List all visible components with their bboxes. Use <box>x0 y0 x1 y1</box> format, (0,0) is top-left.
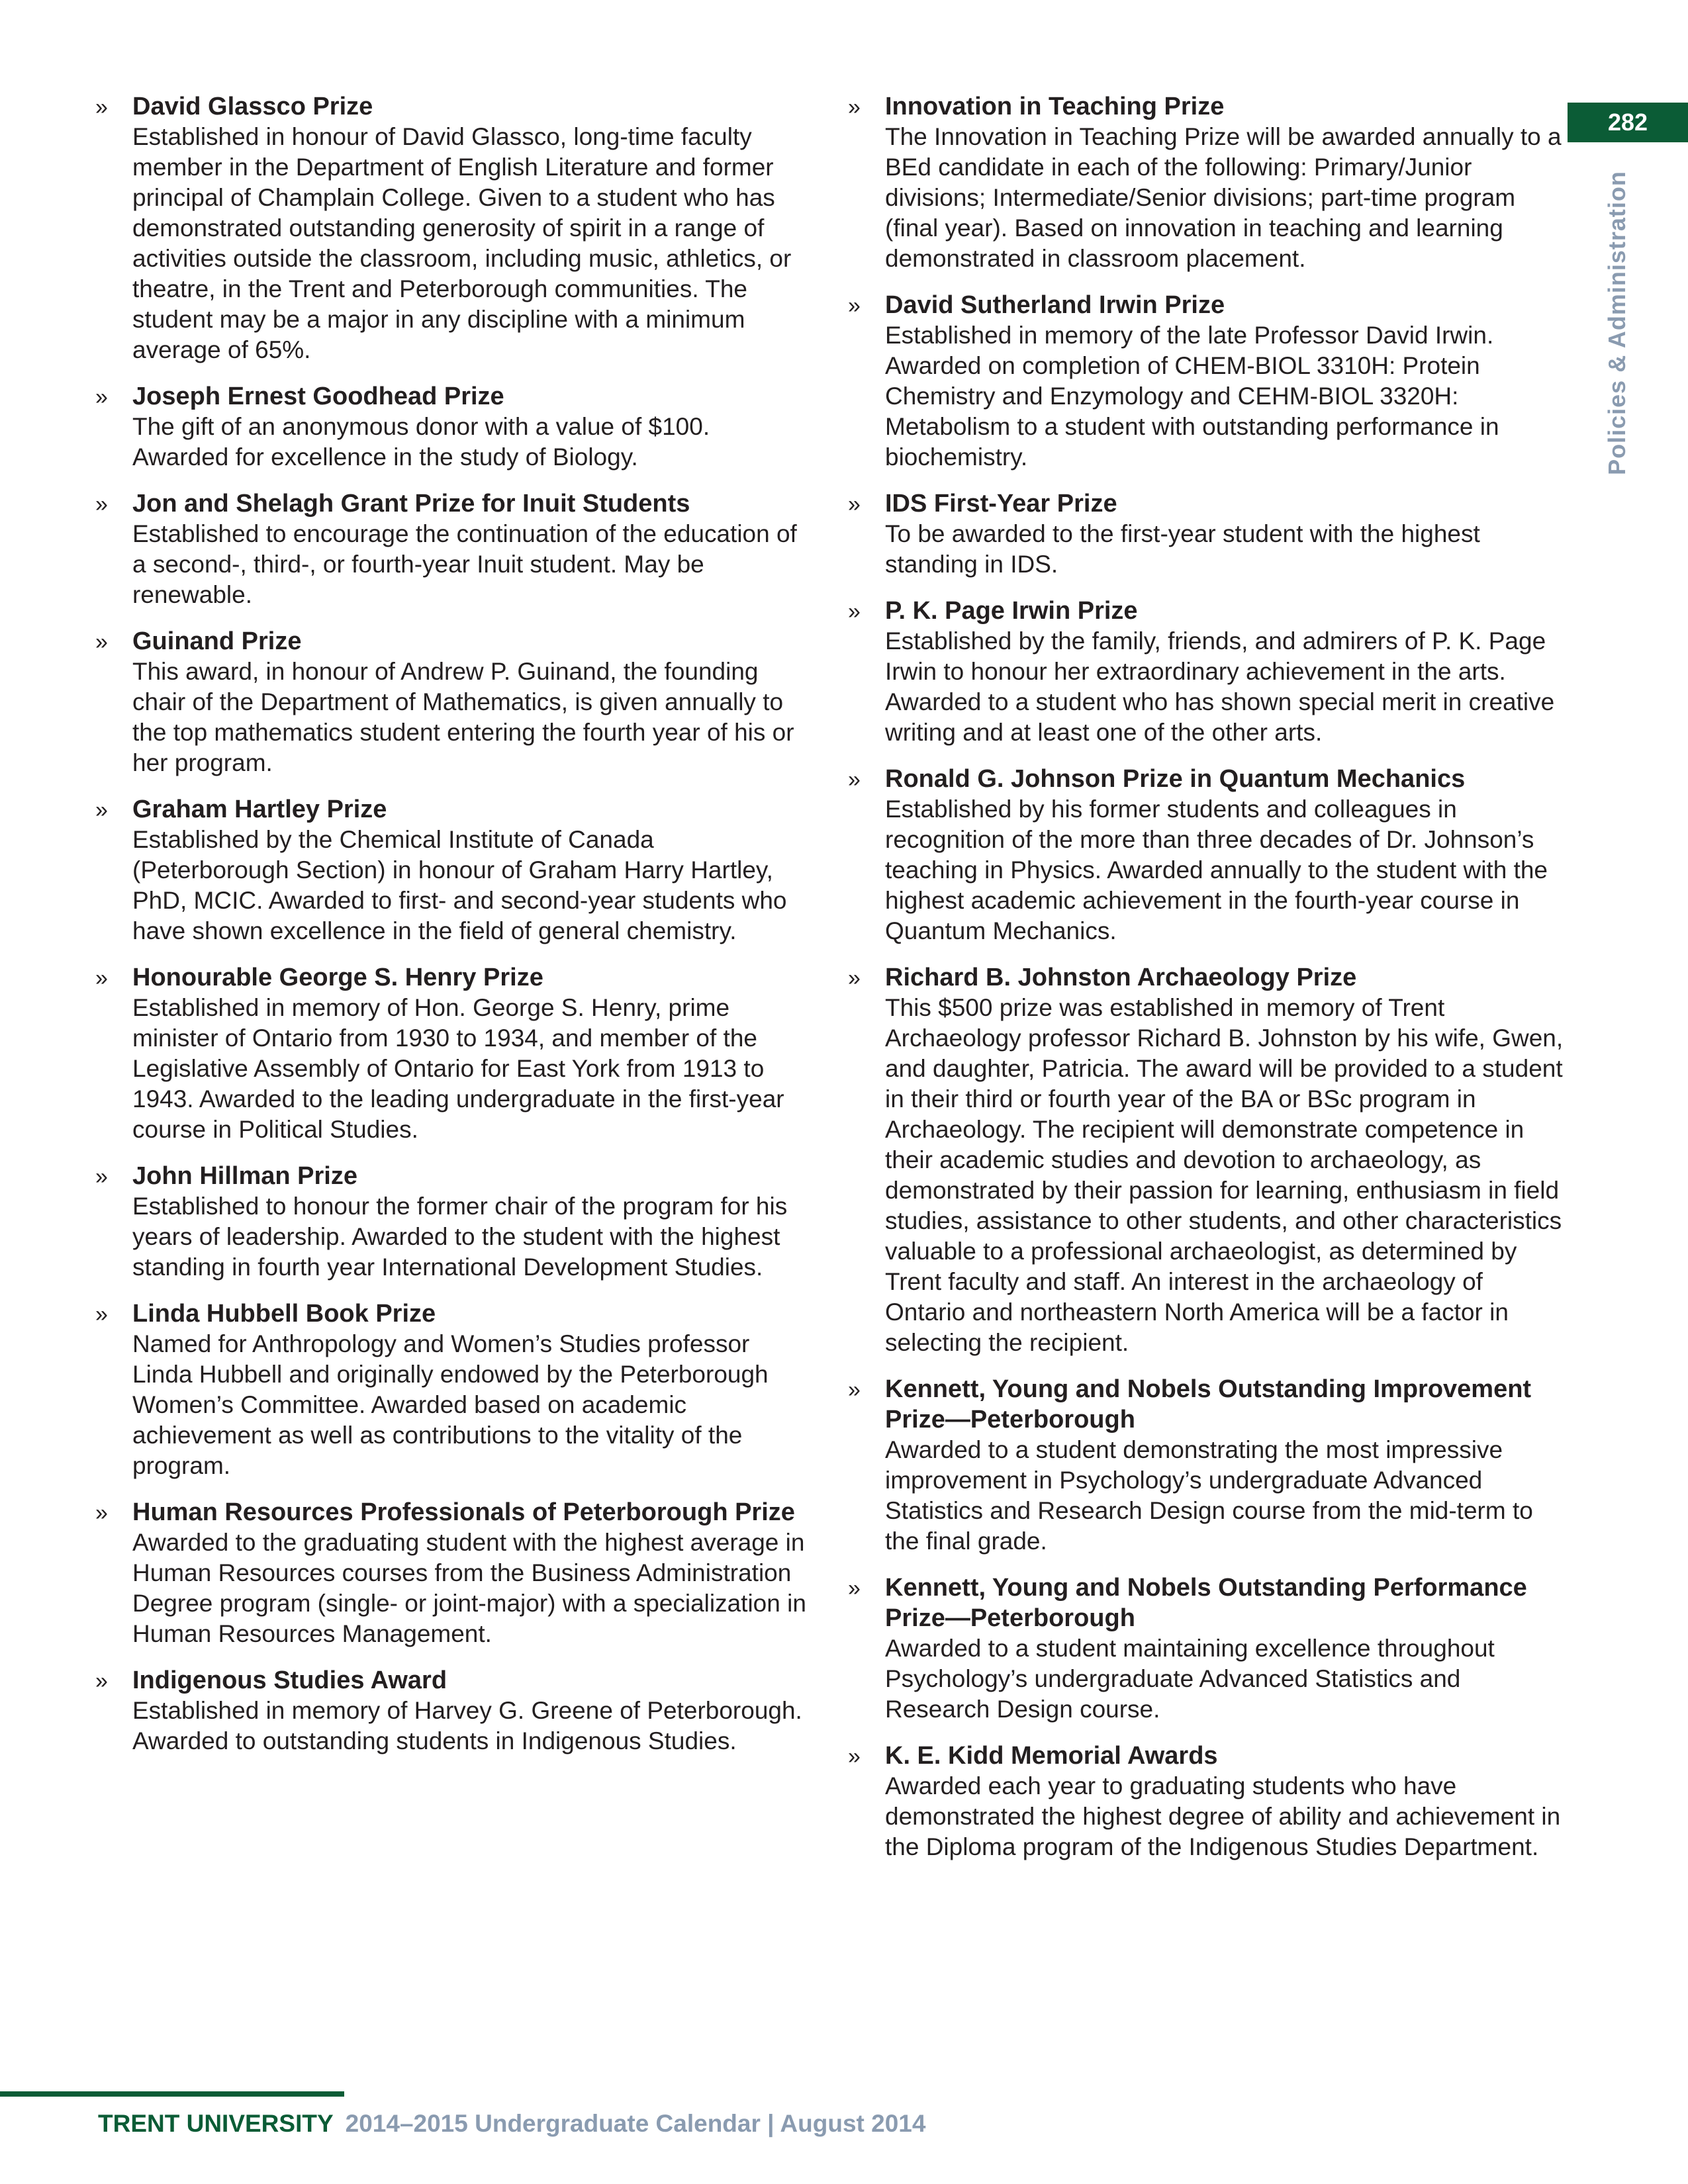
right-column <box>845 91 1566 1878</box>
award-title: Human Resources Professionals of Peterborough Prize <box>132 1498 795 1526</box>
award-description: The gift of an anonymous donor with a value of $100. Awarded for excellence in the study of Biology. <box>132 413 710 471</box>
award-entry <box>845 91 1566 274</box>
footer-calendar-title: 2014–2015 Undergraduate Calendar | August 2014 <box>345 2110 926 2137</box>
bullet-glyph: » <box>848 767 861 792</box>
award-description: Established in honour of David Glassco, long-time faculty member in the Department of English Literature and former principal of Champlain College. Given to a student who has demonstrated outstanding generosity of spirit in a range of activities outside the classroom, including music, athletics, or theatre, in the Trent and Peterborough communities. The student may be a major in any discipline with a minimum average of 65%. <box>132 123 792 363</box>
award-entry <box>93 794 808 946</box>
bullet-glyph: » <box>95 385 108 410</box>
award-entry <box>845 596 1566 748</box>
page-number-tab <box>1568 103 1688 142</box>
bullet-glyph: » <box>848 95 861 120</box>
award-title: David Sutherland Irwin Prize <box>885 291 1225 319</box>
award-description: Awarded to the graduating student with the highest average in Human Resources courses from the Business Administration Degree program (single- or joint-major) with a specialization in Human Resources Management. <box>132 1529 806 1647</box>
footer-rule <box>0 2091 344 2097</box>
award-entry <box>845 488 1566 580</box>
bullet-glyph: » <box>95 1302 108 1327</box>
bullet-glyph: » <box>848 293 861 318</box>
bullet-glyph: » <box>95 797 108 823</box>
award-title: Kennett, Young and Nobels Outstanding Performance Prize—Peterborough <box>885 1574 1527 1632</box>
award-title: P. K. Page Irwin Prize <box>885 597 1138 625</box>
footer <box>98 2110 925 2138</box>
award-entry <box>93 1161 808 1283</box>
award-description: Established in memory of Harvey G. Greene of Peterborough. Awarded to outstanding students in Indigenous Studies. <box>132 1697 802 1754</box>
award-entry <box>93 381 808 473</box>
award-description: To be awarded to the first-year student with the highest standing in IDS. <box>885 520 1480 578</box>
award-entry <box>845 290 1566 473</box>
bullet-glyph: » <box>95 492 108 517</box>
award-title: Jon and Shelagh Grant Prize for Inuit Students <box>132 490 690 518</box>
award-title: Linda Hubbell Book Prize <box>132 1300 436 1328</box>
award-title: IDS First-Year Prize <box>885 490 1117 518</box>
award-title: David Glassco Prize <box>132 93 373 120</box>
award-description: Established in memory of Hon. George S. Henry, prime minister of Ontario from 1930 to 1934, and member of the Legislative Assembly of Ontario for East York from 1913 to 1943. Awarded to the leading undergraduate in the first-year course in Political Studies. <box>132 994 784 1143</box>
award-entry <box>845 1374 1566 1557</box>
award-description: Awarded to a student demonstrating the most impressive improvement in Psychology’s undergraduate Advanced Statistics and Research Design course from the mid-term to the final grade. <box>885 1436 1533 1555</box>
award-description: This $500 prize was established in memory of Trent Archaeology professor Richard B. Johnston by his wife, Gwen, and daughter, Patricia. The award will be provided to a student in their third or fourth year of the BA or BSc program in Archaeology. The recipient will demonstrate competence in their academic studies and devotion to archaeology, as demonstrated by their passion for learning, enthusiasm in field studies, assistance to other students, and other characteristics valuable to a professional archaeologist, as determined by Trent faculty and staff. An interest in the archaeology of Ontario and northeastern North America will be a factor in selecting the recipient. <box>885 994 1564 1356</box>
award-title: K. E. Kidd Memorial Awards <box>885 1742 1218 1770</box>
award-title: Ronald G. Johnson Prize in Quantum Mechanics <box>885 765 1466 793</box>
award-description: Established by the Chemical Institute of Canada (Peterborough Section) in honour of Graham Harry Hartley, PhD, MCIC. Awarded to first- and second-year students who have shown excellence in the field of general chemistry. <box>132 826 787 944</box>
page-number: 282 <box>1607 109 1648 136</box>
award-title: John Hillman Prize <box>132 1162 357 1190</box>
award-title: Guinand Prize <box>132 627 302 655</box>
award-title: Honourable George S. Henry Prize <box>132 964 543 991</box>
award-description: Established by the family, friends, and admirers of P. K. Page Irwin to honour her extraordinary achievement in the arts. Awarded to a student who has shown special merit in creative writing and at least one of the other arts. <box>885 627 1555 746</box>
award-description: Established to honour the former chair of the program for his years of leadership. Awarded to the student with the highest standing in fourth year International Development Studies. <box>132 1193 788 1281</box>
award-entry <box>93 1665 808 1756</box>
bullet-glyph: » <box>95 1500 108 1525</box>
award-entry <box>93 962 808 1145</box>
bullet-glyph: » <box>848 966 861 991</box>
award-title: Graham Hartley Prize <box>132 796 387 823</box>
award-title: Indigenous Studies Award <box>132 1666 447 1694</box>
section-label: Policies & Administration <box>1603 171 1630 475</box>
award-entry <box>93 488 808 610</box>
award-entry <box>845 764 1566 946</box>
bullet-glyph: » <box>95 95 108 120</box>
award-description: Established to encourage the continuation of the education of a second-, third-, or fourth-year Inuit student. May be renewable. <box>132 520 797 608</box>
bullet-glyph: » <box>848 1576 861 1601</box>
award-entry <box>93 626 808 778</box>
bullet-glyph: » <box>848 599 861 624</box>
award-entry <box>845 1741 1566 1862</box>
bullet-glyph: » <box>95 1668 108 1694</box>
award-description: Established by his former students and colleagues in recognition of the more than three decades of Dr. Johnson’s teaching in Physics. Awarded annually to the student with the highest academic achievement in the fourth-year course in Quantum Mechanics. <box>885 796 1548 944</box>
award-description: Named for Anthropology and Women’s Studies professor Linda Hubbell and originally endowed by the Peterborough Women’s Committee. Awarded based on academic achievement as well as contributions to the vitality of the program. <box>132 1330 769 1479</box>
award-entry <box>93 1298 808 1481</box>
award-description: The Innovation in Teaching Prize will be awarded annually to a BEd candidate in each of the following: Primary/Junior divisions; Intermediate/Senior divisions; part-time program (final year). Based on innovation in teaching and learning demonstrated in classroom placement. <box>885 123 1562 272</box>
award-description: This award, in honour of Andrew P. Guinand, the founding chair of the Department of Mathematics, is given annually to the top mathematics student entering the fourth year of his or her program. <box>132 658 794 776</box>
award-entry <box>845 962 1566 1358</box>
bullet-glyph: » <box>95 966 108 991</box>
bullet-glyph: » <box>848 1377 861 1402</box>
award-description: Established in memory of the late Professor David Irwin. Awarded on completion of CHEM-BIOL 3310H: Protein Chemistry and Enzymology and CEHM-BIOL 3320H: Metabolism to a student with outstanding performance in biochemistry. <box>885 322 1499 471</box>
award-description: Awarded to a student maintaining excellence throughout Psychology’s undergraduate Advanced Statistics and Research Design course. <box>885 1635 1495 1723</box>
award-entry <box>845 1572 1566 1725</box>
award-title: Richard B. Johnston Archaeology Prize <box>885 964 1357 991</box>
bullet-glyph: » <box>848 1744 861 1769</box>
footer-university: TRENT UNIVERSITY <box>98 2110 334 2137</box>
bullet-glyph: » <box>848 492 861 517</box>
award-entry <box>93 91 808 365</box>
award-description: Awarded each year to graduating students who have demonstrated the highest degree of ability and achievement in the Diploma program of the Indigenous Studies Department. <box>885 1772 1561 1860</box>
award-entry <box>93 1497 808 1649</box>
award-title: Innovation in Teaching Prize <box>885 93 1225 120</box>
award-title: Kennett, Young and Nobels Outstanding Improvement Prize—Peterborough <box>885 1375 1532 1433</box>
bullet-glyph: » <box>95 1164 108 1189</box>
bullet-glyph: » <box>95 629 108 655</box>
left-column <box>93 91 808 1772</box>
award-title: Joseph Ernest Goodhead Prize <box>132 383 504 410</box>
